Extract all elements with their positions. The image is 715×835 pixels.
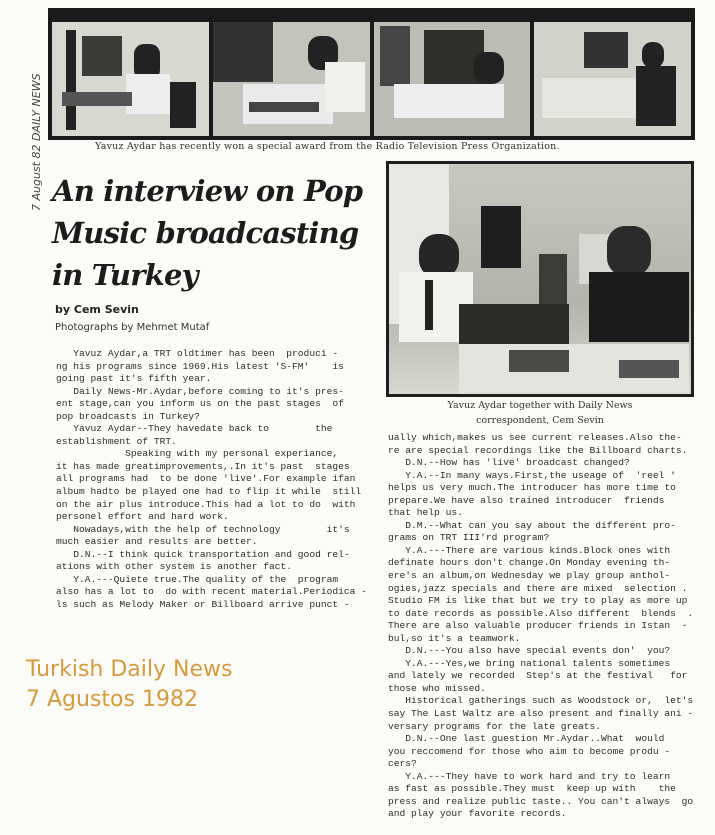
byline: by Cem Sevin [55,303,139,316]
article-left-column [56,348,386,611]
article-line: establishment of TRT. [56,435,177,447]
article-line: D.N.---You also have special events don' you? [388,645,671,657]
article-line: Y.A.--In many ways.First,the useage of 'reel ' [388,469,676,481]
photo-caption-line-2: correspondent, Cem Sevin [476,415,604,426]
article-line: Y.A.---Yes,we bring national talents sometimes [388,657,671,669]
article-line: Y.A.---There are various kinds.Block ones with [388,544,671,556]
article-line: versary programs for the late greats. [388,720,602,732]
article-line: Studio FM is like that but we try to play as more up [388,595,688,607]
article-line: ually which,makes us see current releases.Also the- [388,432,682,443]
headline-line-3: in Turkey [52,258,198,292]
strip-photo-2 [213,22,370,136]
article-line: cers? [388,758,417,770]
article-line: Speaking with my personal experiance, [56,448,339,460]
article-line: helps us very much.The introducer has more time to [388,482,676,494]
article-line: ent stage,can you inform us on the past stages of [56,398,344,410]
article-line: Historical gatherings such as Woodstock or, let's [388,695,694,707]
stamp-date: 7 Agustos 1982 [26,687,198,712]
article-line: you reccomend for those who aim to become produ - [388,745,671,757]
article-line: Y.A.---Quiete true.The quality of the program [56,573,339,585]
date-note-text: 7 August 82 DAILY NEWS [30,73,43,211]
article-line: and play your favorite records. [388,808,567,820]
article-line: pop broadcasts in Turkey? [56,410,200,422]
strip-photo-4 [534,22,691,136]
top-photo-caption: Yavuz Aydar has recently won a special award from the Radio Television Press Organization. [95,141,560,152]
strip-photo-3 [374,22,531,136]
headline-line-1: An interview on Pop [52,174,363,208]
article-line: those who missed. [388,682,486,694]
article-line: Nowadays,with the help of technology it's [56,523,350,535]
article-line: that help us. [388,507,463,519]
article-line: Daily News-Mr.Aydar,before coming to it's pres- [56,385,344,397]
headline [52,170,382,296]
article-line: prepare.We have also trained introducer friends [388,494,665,506]
headline-line-2: Music broadcasting [52,216,359,250]
article-line: much easier and results are better. [56,536,258,548]
article-line: and lately we recorded Step's at the festival for [388,670,688,682]
article-line: There are also valuable producer friends in Istan - [388,620,688,632]
interview-photo-caption [390,398,690,428]
article-line: D.M.--What can you say about the different pro- [388,519,676,531]
article-line: ogies,jazz specials and there are mixed selection . [388,582,688,594]
article-line: D.N.--How has 'live' broadcast changed? [388,457,630,469]
article-line: personel effort and hard work. [56,511,229,523]
article-line: bul,so it's a teamwork. [388,632,521,644]
article-line: ng his programs since 1969.His latest 'S-FM' is [56,360,344,372]
photo-caption-line-1: Yavuz Aydar together with Daily News [447,400,633,411]
article-line: to date records as possible.Also different blends . [388,607,694,619]
strip-photo-1 [52,22,209,136]
article-line: say The Last Waltz are also present and finally ani - [388,708,694,720]
article-line: Yavuz Aydar,a TRT oldtimer has been produci - [56,348,339,359]
article-line: ations with other system is another fact. [56,561,293,573]
article-line: ere's an album,on Wednesday we play group anthol- [388,570,671,582]
article-line: album hadto be played one had to flip it while still [56,486,362,498]
article-line: it has made greatimprovements,.In it's past stages [56,460,350,472]
article-line: also has a lot to do with recent material.Periodica - [56,586,367,598]
article-line: grams on TRT III'rd program? [388,532,550,544]
article-line: D.N.--I think quick transportation and good rel- [56,548,350,560]
article-line: press and realize public taste.. You can't always go [388,795,694,807]
article-line: Y.A.---They have to work hard and try to learn [388,770,671,782]
article-line: going past it's fifth year. [56,373,212,385]
photo-credit: Photographs by Mehmet Mutaf [55,322,210,333]
article-line: on the air plus introduce.This had a lot to do with [56,498,356,510]
handwritten-date-note [14,35,43,215]
article-line: as fast as possible.They must keep up with the [388,783,676,795]
article-line: D.N.--One last guestion Mr.Aydar..What would [388,733,665,745]
stamp-publication: Turkish Daily News [26,657,233,682]
article-line: ls such as Melody Maker or Billboard arrive punct - [56,598,350,610]
source-stamp [26,655,232,715]
article-line: Yavuz Aydar--They havedate back to the [56,423,333,435]
photo-strip [48,8,695,140]
interview-photo [386,161,694,397]
article-line: definate hours don't change.On Monday evening th- [388,557,671,569]
article-line: all programs had to be done 'live'.For example ifan [56,473,356,485]
article-line: re are special recordings like the Billboard charts. [388,444,688,456]
article-right-column [388,432,703,821]
